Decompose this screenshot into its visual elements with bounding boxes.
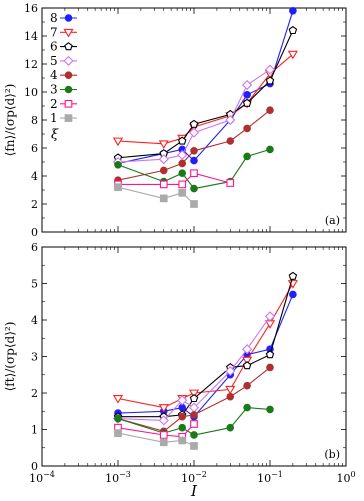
- x-axis-label: I: [191, 482, 197, 500]
- panel-b: [3, 241, 356, 500]
- data-point: [191, 412, 198, 419]
- data-point: [115, 162, 122, 169]
- data-point: [160, 181, 167, 188]
- y-tick-label: 1: [31, 423, 38, 437]
- legend-label: 3: [50, 82, 58, 97]
- data-point: [244, 92, 251, 99]
- data-point: [160, 195, 167, 202]
- data-point: [179, 437, 186, 444]
- legend-marker: [64, 29, 72, 36]
- y-axis-label: ⟨fn⟩/(σp⟨d⟩²): [3, 83, 17, 157]
- y-tick-label: 2: [31, 387, 38, 400]
- data-point: [160, 439, 167, 446]
- data-point: [290, 8, 297, 15]
- y-tick-label: 12: [24, 58, 38, 71]
- legend-marker: [65, 72, 72, 79]
- data-point: [115, 430, 122, 437]
- data-point: [243, 81, 252, 90]
- x-tick-label: $10^0$: [336, 470, 356, 485]
- y-tick-label: 5: [31, 277, 38, 291]
- series-line: [118, 173, 230, 184]
- y-tick-label: 0: [31, 226, 38, 239]
- y-axis-label: ⟨ft⟩/(σp⟨d⟩²): [3, 321, 17, 392]
- legend-label: 1: [50, 111, 58, 126]
- data-point: [227, 393, 234, 400]
- data-point: [244, 125, 251, 132]
- legend-label: 7: [50, 25, 58, 40]
- data-point: [191, 148, 198, 155]
- series-1: [115, 430, 198, 449]
- legend-label: 5: [50, 53, 58, 68]
- series-line: [118, 54, 293, 144]
- legend-label: 2: [50, 96, 58, 111]
- y-tick-label: 3: [31, 350, 38, 364]
- x-tick-label: $10^{-4}$: [29, 470, 55, 485]
- data-point: [190, 120, 197, 127]
- data-point: [267, 364, 274, 371]
- data-point: [160, 167, 167, 174]
- data-point: [115, 415, 122, 422]
- legend-marker: [65, 115, 72, 122]
- data-point: [227, 424, 234, 431]
- series-line: [118, 11, 293, 164]
- y-tick-label: 4: [31, 170, 38, 183]
- data-point: [179, 170, 186, 177]
- data-point: [267, 107, 274, 114]
- data-point: [244, 404, 251, 411]
- legend-label: 4: [50, 68, 58, 83]
- legend-marker: [65, 101, 72, 108]
- data-point: [227, 180, 234, 187]
- x-tick-label: $10^{-3}$: [105, 470, 131, 485]
- x-tick-label: $10^{-2}$: [181, 470, 207, 485]
- y-tick-label: 2: [31, 198, 38, 211]
- data-point: [179, 160, 186, 167]
- data-point: [191, 421, 198, 428]
- legend-label: 8: [50, 11, 58, 25]
- data-point: [290, 291, 297, 298]
- data-point: [266, 321, 274, 328]
- legend-marker: [65, 15, 72, 22]
- data-point: [179, 181, 186, 188]
- data-point: [179, 413, 186, 420]
- x-tick-label: $10^{-1}$: [257, 470, 283, 485]
- legend-marker: [65, 86, 72, 93]
- y-tick-label: 14: [24, 30, 38, 43]
- data-point: [160, 432, 167, 439]
- y-tick-label: 6: [31, 241, 38, 254]
- data-point: [267, 406, 274, 413]
- data-point: [191, 157, 198, 164]
- legend-title: ξ: [51, 127, 59, 143]
- series-2: [115, 170, 234, 188]
- y-tick-label: 4: [31, 314, 38, 327]
- y-tick-label: 10: [24, 86, 38, 99]
- data-point: [191, 443, 198, 450]
- data-point: [159, 155, 168, 164]
- y-tick-label: 6: [31, 142, 38, 155]
- data-point: [191, 432, 198, 439]
- y-tick-label: 0: [31, 460, 38, 473]
- panel-label: (a): [324, 214, 340, 227]
- panel-a: [3, 2, 346, 239]
- y-tick-label: 16: [24, 2, 38, 15]
- series-6: [114, 27, 296, 161]
- data-point: [191, 170, 198, 177]
- data-point: [244, 382, 251, 389]
- data-point: [179, 424, 186, 431]
- data-point: [266, 77, 273, 84]
- data-point: [289, 27, 296, 34]
- data-point: [289, 272, 296, 279]
- legend-marker: [65, 43, 72, 50]
- y-tick-label: 8: [31, 114, 38, 127]
- data-point: [191, 185, 198, 192]
- legend-marker: [64, 57, 73, 66]
- data-point: [244, 153, 251, 160]
- panel-label: (b): [324, 448, 340, 461]
- data-point: [227, 138, 234, 145]
- data-point: [267, 146, 274, 153]
- data-point: [115, 184, 122, 191]
- data-point: [160, 141, 168, 148]
- data-point: [191, 201, 198, 208]
- data-point: [244, 362, 251, 369]
- legend: [50, 11, 77, 142]
- data-point: [179, 190, 186, 197]
- series-line: [118, 30, 293, 157]
- legend-label: 6: [50, 39, 58, 54]
